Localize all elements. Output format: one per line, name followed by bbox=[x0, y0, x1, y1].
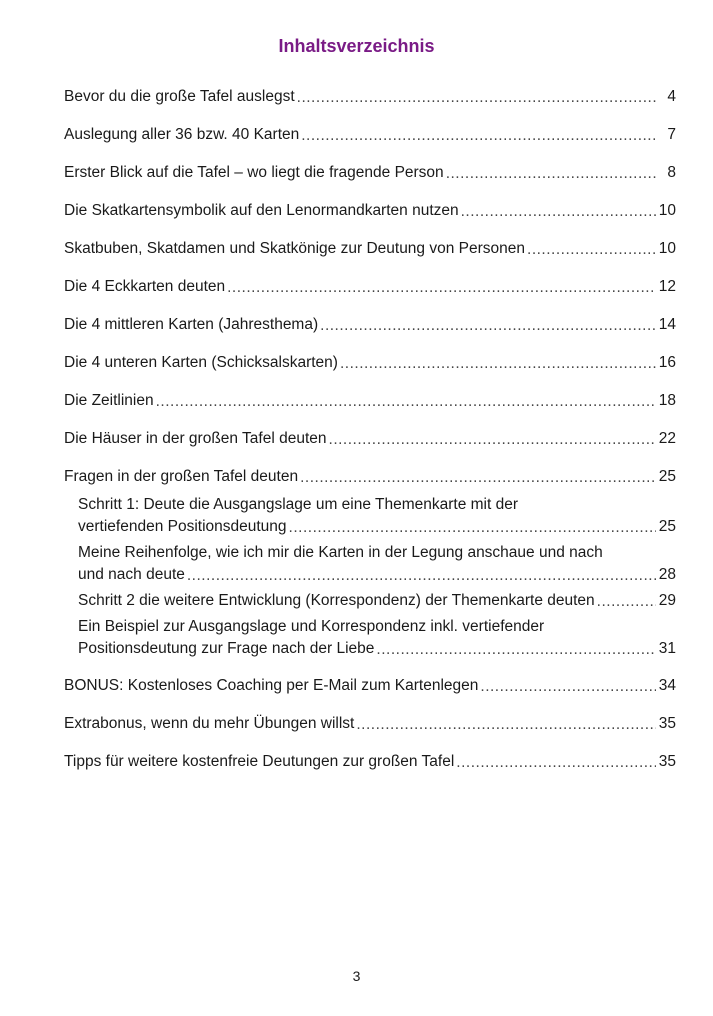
toc-entry[interactable] bbox=[64, 162, 676, 184]
toc-entry[interactable] bbox=[64, 238, 676, 260]
page-number: 3 bbox=[352, 968, 361, 984]
toc-entry-text: Extrabonus, wenn du mehr Übungen willst bbox=[64, 715, 355, 732]
toc-entry[interactable] bbox=[64, 713, 676, 735]
toc-entry[interactable] bbox=[64, 751, 676, 773]
toc-subentry-text-line1: Meine Reihenfolge, wie ich mir die Karten in der Legung anschaue und nach bbox=[78, 544, 603, 561]
toc-subentry-page: 29 bbox=[658, 592, 676, 609]
dot-leader bbox=[289, 517, 656, 533]
dot-leader bbox=[320, 315, 656, 331]
toc-entry-page: 35 bbox=[658, 753, 676, 770]
toc-entry-page: 14 bbox=[658, 316, 676, 333]
toc-entry[interactable] bbox=[64, 466, 676, 488]
toc-subentry-text-line2: Positionsdeutung zur Frage nach der Liebe bbox=[78, 640, 375, 657]
toc-entry-page: 34 bbox=[658, 677, 676, 694]
dot-leader bbox=[597, 591, 656, 607]
toc-entry-page: 10 bbox=[658, 202, 676, 219]
toc-subentry-text-line2: Schritt 2 die weitere Entwicklung (Korrespondenz) der Themenkarte deuten bbox=[78, 592, 595, 609]
toc-entry[interactable] bbox=[64, 314, 676, 336]
toc-entry-page: 8 bbox=[667, 164, 676, 181]
toc-entry-text: Die Häuser in der großen Tafel deuten bbox=[64, 430, 327, 447]
toc-subentry-page: 31 bbox=[658, 640, 676, 657]
toc-title: Inhaltsverzeichnis bbox=[278, 36, 435, 56]
dot-leader bbox=[376, 639, 656, 655]
dot-leader bbox=[480, 676, 656, 692]
toc-entry-text: Die 4 mittleren Karten (Jahresthema) bbox=[64, 316, 319, 333]
toc-subentry-text-line2: vertiefenden Positionsdeutung bbox=[78, 518, 287, 535]
toc-entry-page: 12 bbox=[658, 278, 676, 295]
dot-leader bbox=[461, 201, 656, 217]
toc-entry-page: 35 bbox=[658, 715, 676, 732]
dot-leader bbox=[300, 467, 656, 483]
toc-entry-page: 10 bbox=[658, 240, 676, 257]
toc-subentry[interactable] bbox=[78, 616, 676, 660]
dot-leader bbox=[329, 429, 656, 445]
dot-leader bbox=[446, 163, 656, 179]
dot-leader bbox=[156, 391, 656, 407]
toc-entry-text: BONUS: Kostenloses Coaching per E-Mail zum Kartenlegen bbox=[64, 677, 479, 694]
toc-subentry-text-line1: Ein Beispiel zur Ausgangslage und Korrespondenz inkl. vertiefender bbox=[78, 618, 545, 635]
toc-entry[interactable] bbox=[64, 428, 676, 450]
toc-subentry-text-line2: und nach deute bbox=[78, 566, 185, 583]
toc-entry-text: Fragen in der großen Tafel deuten bbox=[64, 468, 299, 485]
toc-entry-page: 7 bbox=[667, 126, 676, 143]
toc-entry[interactable] bbox=[64, 200, 676, 222]
toc-entry-page: 22 bbox=[658, 430, 676, 447]
toc-subentry-page: 28 bbox=[658, 566, 676, 583]
toc-entry-text: Auslegung aller 36 bzw. 40 Karten bbox=[64, 126, 300, 143]
toc-entry-page: 25 bbox=[658, 468, 676, 485]
dot-leader bbox=[227, 277, 656, 293]
dot-leader bbox=[297, 87, 656, 103]
table-of-contents bbox=[64, 86, 676, 789]
toc-subentry[interactable] bbox=[78, 542, 676, 586]
dot-leader bbox=[356, 714, 656, 730]
dot-leader bbox=[527, 239, 656, 255]
toc-entry-page: 4 bbox=[667, 88, 676, 105]
toc-subentry-page: 25 bbox=[658, 518, 676, 535]
toc-entry-text: Tipps für weitere kostenfreie Deutungen zur großen Tafel bbox=[64, 753, 455, 770]
toc-subentry[interactable] bbox=[78, 494, 676, 538]
toc-entry[interactable] bbox=[64, 86, 676, 108]
toc-entry-text: Die 4 Eckkarten deuten bbox=[64, 278, 226, 295]
toc-entry-page: 18 bbox=[658, 392, 676, 409]
toc-entry-text: Die Skatkartensymbolik auf den Lenormandkarten nutzen bbox=[64, 202, 459, 219]
dot-leader bbox=[340, 353, 656, 369]
toc-entry-text: Die Zeitlinien bbox=[64, 392, 154, 409]
toc-entry[interactable] bbox=[64, 675, 676, 697]
dot-leader bbox=[187, 565, 656, 581]
toc-subentry[interactable] bbox=[78, 590, 676, 612]
toc-entry[interactable] bbox=[64, 390, 676, 412]
toc-entry-text: Die 4 unteren Karten (Schicksalskarten) bbox=[64, 354, 338, 371]
toc-entry[interactable] bbox=[64, 124, 676, 146]
toc-entry-text: Bevor du die große Tafel auslegst bbox=[64, 88, 295, 105]
toc-entry[interactable] bbox=[64, 276, 676, 298]
dot-leader bbox=[456, 752, 656, 768]
toc-entry-text: Skatbuben, Skatdamen und Skatkönige zur Deutung von Personen bbox=[64, 240, 526, 257]
toc-entry-text: Erster Blick auf die Tafel – wo liegt die fragende Person bbox=[64, 164, 444, 181]
toc-subentry-text-line1: Schritt 1: Deute die Ausgangslage um eine Themenkarte mit der bbox=[78, 496, 518, 513]
toc-entry-page: 16 bbox=[658, 354, 676, 371]
toc-entry[interactable] bbox=[64, 352, 676, 374]
dot-leader bbox=[301, 125, 656, 141]
